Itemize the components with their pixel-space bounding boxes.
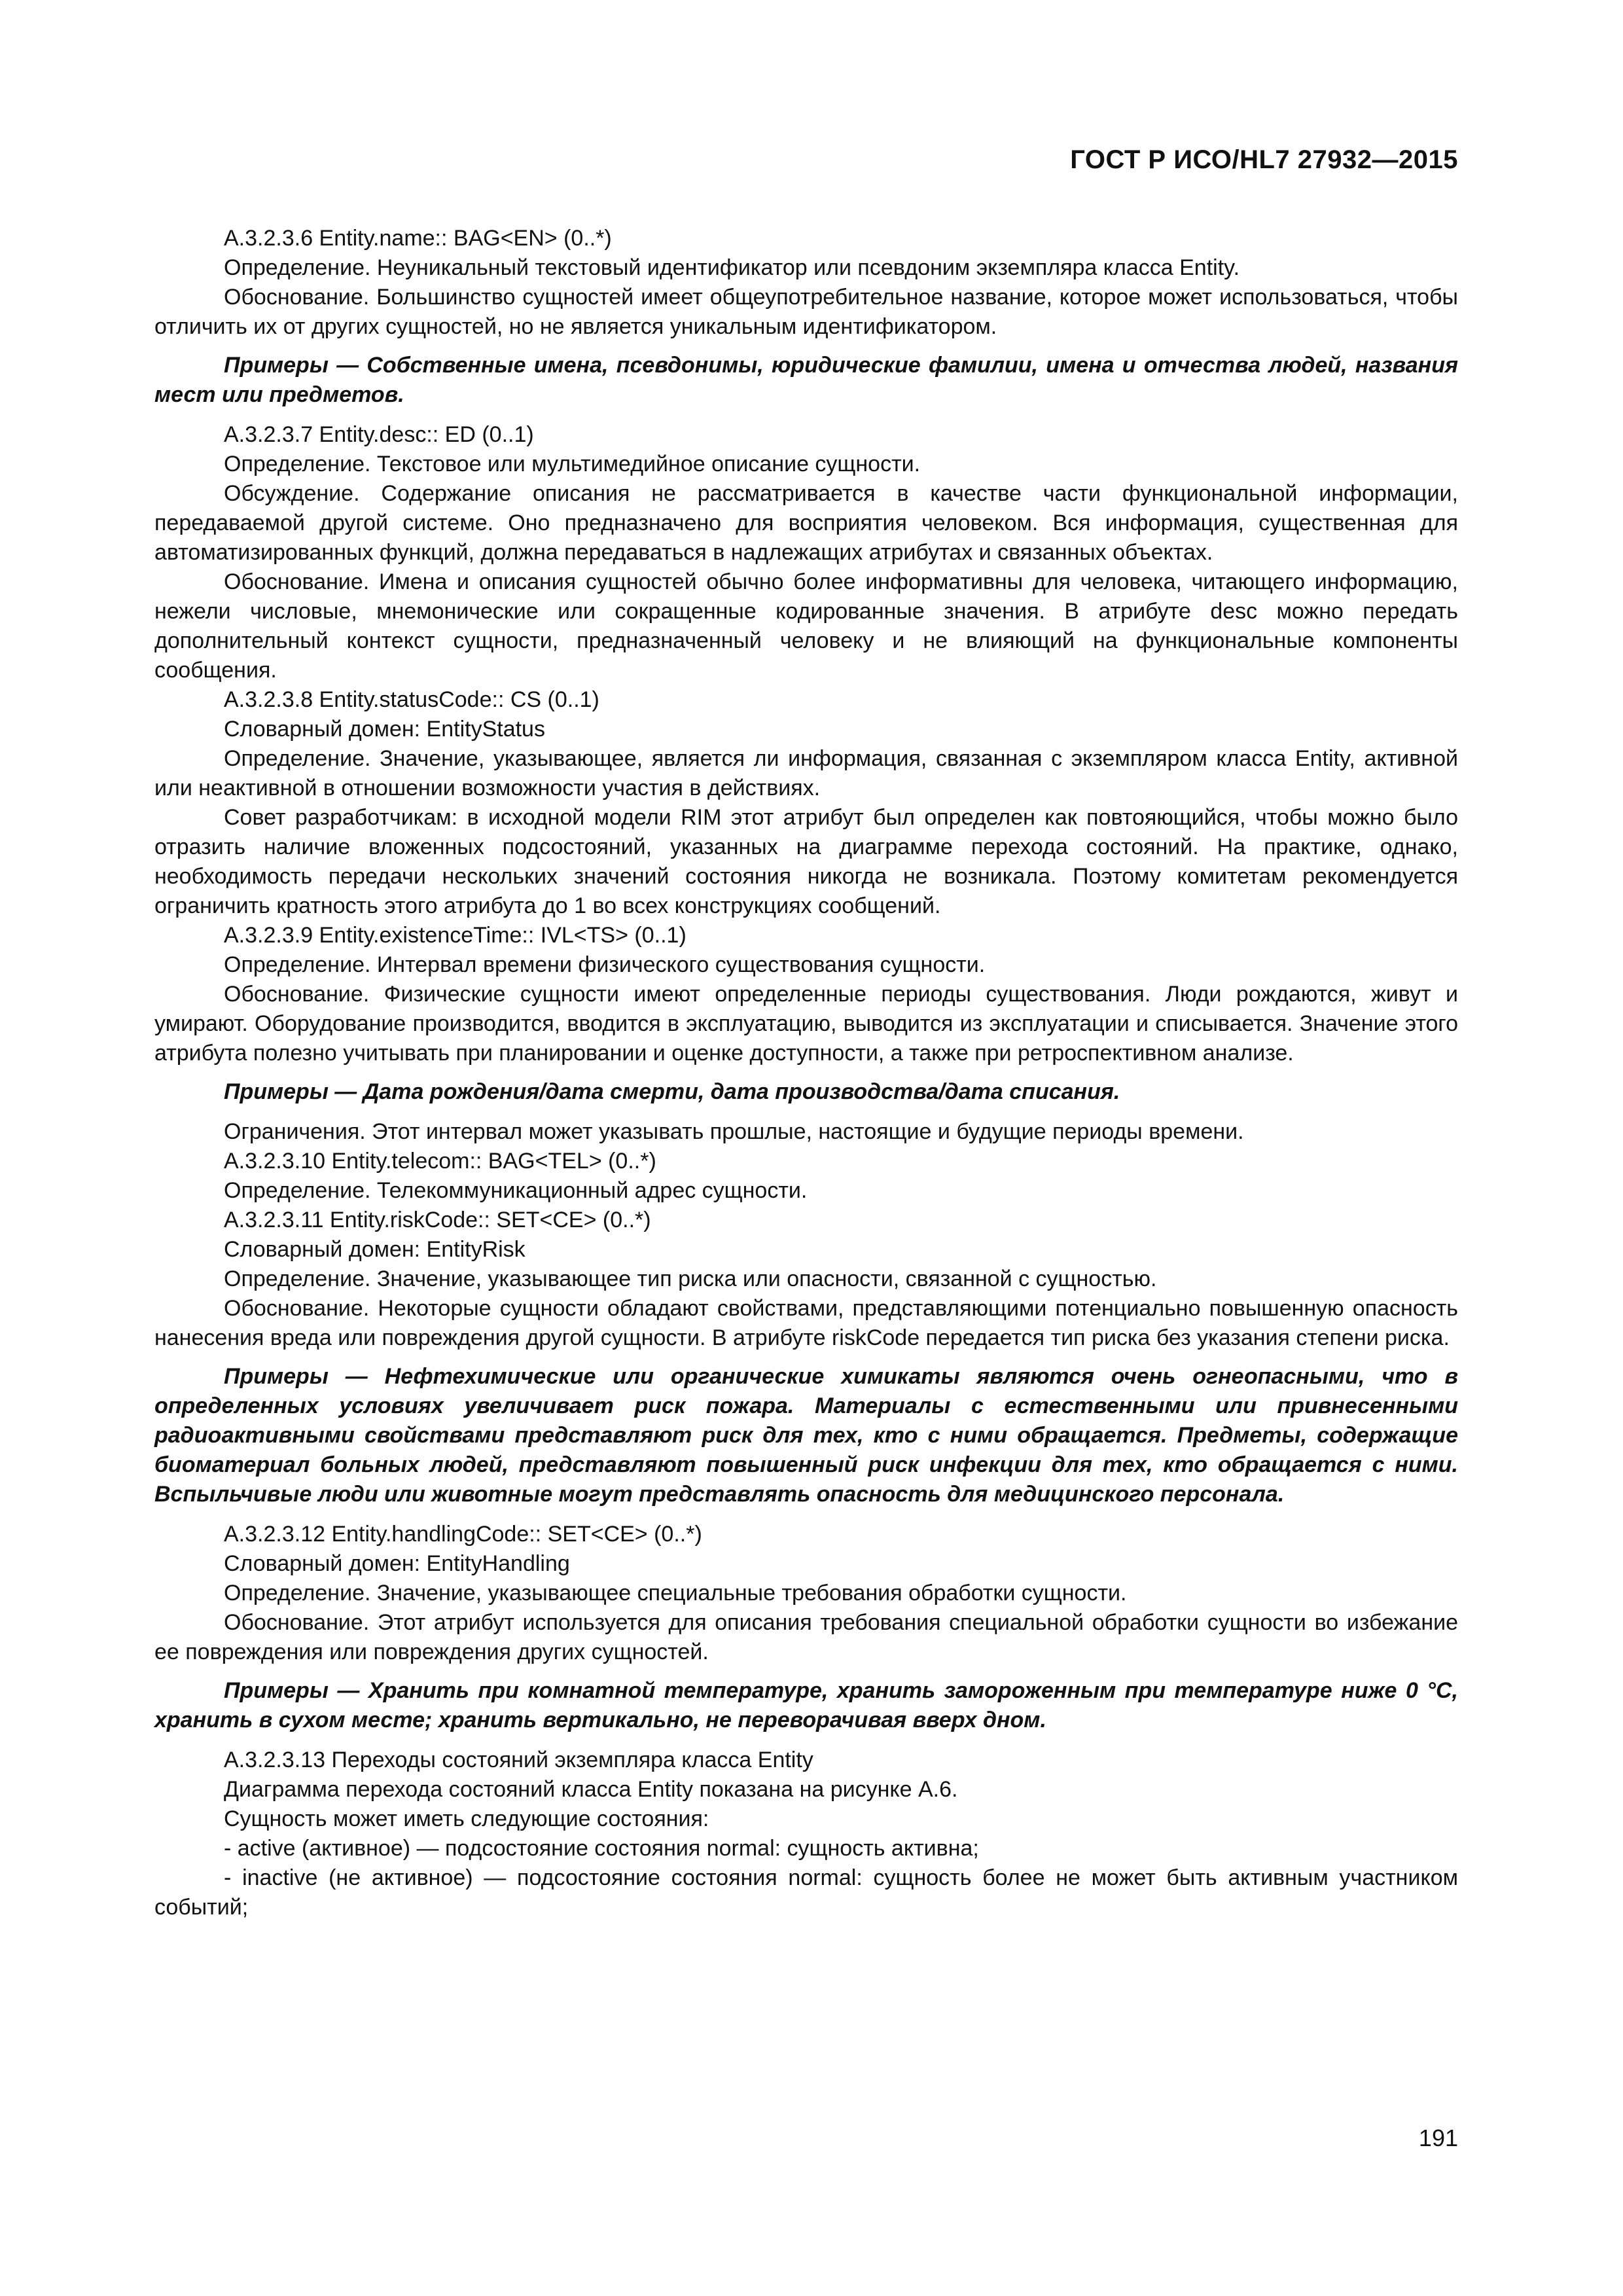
- body-paragraph: A.3.2.3.6 Entity.name:: BAG<EN> (0..*): [224, 226, 612, 251]
- body-paragraph: Ограничения. Этот интервал может указывать прошлые, настоящие и будущие периоды времени.: [224, 1119, 1244, 1144]
- page-number: 191: [1418, 2125, 1458, 2151]
- body-paragraph: Определение. Текстовое или мультимедийное описание сущности.: [224, 452, 921, 476]
- body-paragraph: A.3.2.3.10 Entity.telecom:: BAG<TEL> (0..*): [224, 1149, 656, 1174]
- example-paragraph: Примеры — Собственные имена, псевдонимы, юридические фамилии, имена и отчества людей, названия мест или предметов.: [154, 353, 1458, 407]
- example-paragraph: Примеры — Дата рождения/дата смерти, дата производства/дата списания.: [224, 1079, 1120, 1104]
- body-paragraph: Определение. Интервал времени физического существования сущности.: [224, 952, 986, 977]
- body-paragraph: A.3.2.3.12 Entity.handlingCode:: SET<CE> (0..*): [224, 1522, 702, 1547]
- body-paragraph: Словарный домен: EntityStatus: [224, 717, 545, 742]
- body-paragraph: A.3.2.3.11 Entity.riskCode:: SET<CE> (0..*): [224, 1208, 651, 1232]
- body-paragraph: - active (активное) — подсостояние состояния normal: сущность активна;: [224, 1836, 979, 1861]
- body-paragraph: Определение. Неуникальный текстовый идентификатор или псевдоним экземпляра класса Entity.: [224, 255, 1240, 280]
- body-paragraph: Определение. Значение, указывающее тип риска или опасности, связанной с сущностью.: [224, 1266, 1157, 1291]
- body-paragraph: Диаграмма перехода состояний класса Entity показана на рисунке А.6.: [224, 1777, 958, 1802]
- example-paragraph: Примеры — Хранить при комнатной температуре, хранить замороженным при температуре ниже 0 °С, хранить в сухом месте; хранить вертикально, не переворачивая вверх дном.: [154, 1678, 1458, 1732]
- body-paragraph: Обоснование. Некоторые сущности обладают свойствами, представляющими потенциально повышенную опасность нанесения вреда или повреждения другой сущности. В атрибуте riskCode передается тип риска без указания степени риска.: [154, 1296, 1458, 1350]
- body-paragraph: Определение. Значение, указывающее, является ли информация, связанная с экземпляром класса Entity, активной или неактивной в отношении возможности участия в действиях.: [154, 746, 1458, 800]
- body-paragraph: Обоснование. Физические сущности имеют определенные периоды существования. Люди рождаются, живут и умирают. Оборудование производится, вводится в эксплуатацию, выводится из эксплуатации и списывается. Значение этого атрибута полезно учитывать при планировании и оценке доступности, а также при ретроспективном анализе.: [154, 982, 1458, 1066]
- body-paragraph: Словарный домен: EntityHandling: [224, 1551, 570, 1576]
- body-paragraph: Сущность может иметь следующие состояния:: [224, 1806, 709, 1831]
- body-paragraph: Определение. Телекоммуникационный адрес сущности.: [224, 1178, 808, 1203]
- body-paragraph: - inactive (не активное) — подсостояние состояния normal: сущность более не может быть активным участником событий;: [154, 1865, 1458, 1920]
- body-paragraph: Обоснование. Большинство сущностей имеет общеупотребительное название, которое может использоваться, чтобы отличить их от других сущностей, но не является уникальным идентификатором.: [154, 285, 1458, 339]
- body-paragraph: Словарный домен: EntityRisk: [224, 1237, 526, 1262]
- body-paragraph: Обоснование. Этот атрибут используется для описания требования специальной обработки сущности во избежание ее повреждения или повреждения других сущностей.: [154, 1610, 1458, 1664]
- body-paragraph: Обсуждение. Содержание описания не рассматривается в качестве части функциональной информации, передаваемой другой системе. Оно предназначено для восприятия человеком. Вся информация, существенная для автоматизированных функций, должна передаваться в надлежащих атрибутах и связанных объектах.: [154, 481, 1458, 565]
- body-paragraph: A.3.2.3.13 Переходы состояний экземпляра класса Entity: [224, 1748, 813, 1772]
- body-paragraph: A.3.2.3.9 Entity.existenceTime:: IVL<TS> (0..1): [224, 923, 687, 948]
- body-paragraph: A.3.2.3.7 Entity.desc:: ED (0..1): [224, 422, 534, 447]
- body-paragraph: A.3.2.3.8 Entity.statusCode:: CS (0..1): [224, 687, 599, 712]
- body-paragraph: Определение. Значение, указывающее специальные требования обработки сущности.: [224, 1581, 1127, 1605]
- document-header: ГОСТ Р ИСО/HL7 27932—2015: [1070, 145, 1458, 174]
- body-paragraph: Совет разработчикам: в исходной модели RIM этот атрибут был определен как повтояющийся, чтобы можно было отразить наличие вложенных подсостояний, указанных на диаграмме перехода состояний. На практике, однако, необходимость передачи нескольких значений состояния никогда не возникала. Поэтому комитетам рекомендуется ограничить кратность этого атрибута до 1 во всех конструкциях сообщений.: [154, 805, 1458, 918]
- example-paragraph: Примеры — Нефтехимические или органические химикаты являются очень огнеопасными, что в определенных условиях увеличивает риск пожара. Материалы с естественными или привнесенными радиоактивными свойствами представляют риск для тех, кто с ними обращается. Предметы, содержащие биоматериал больных людей, представляют повышенный риск инфекции для тех, кто обращается с ними. Вспыльчивые люди или животные могут представлять опасность для медицинского персонала.: [154, 1364, 1458, 1507]
- body-paragraph: Обоснование. Имена и описания сущностей обычно более информативны для человека, читающего информацию, нежели числовые, мнемонические или сокращенные кодированные значения. В атрибуте desc можно передать дополнительный контекст сущности, предназначенный человеку и не влияющий на функциональные компоненты сообщения.: [154, 569, 1458, 683]
- document-body: [154, 224, 1458, 1922]
